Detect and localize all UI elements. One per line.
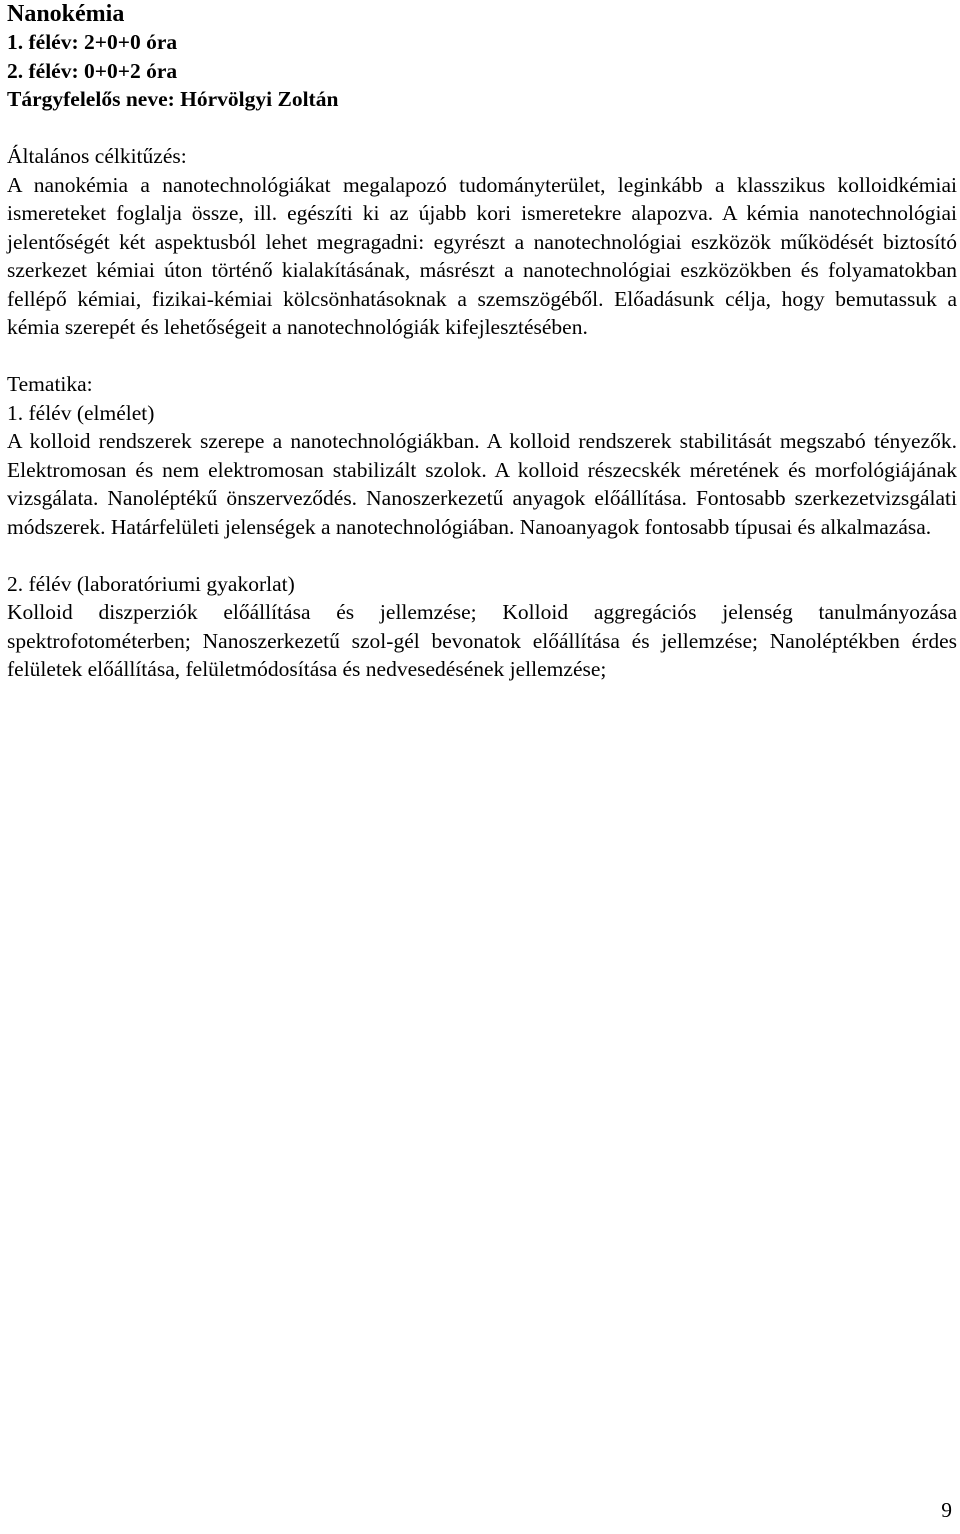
semester-2-hours: 2. félév: 0+0+2 óra [7,58,178,83]
course-title: Nanokémia [7,1,125,27]
goals-heading: Általános célkitűzés: [7,144,187,168]
semester-1-heading: 1. félév (elmélet) [7,400,155,425]
course-responsible: Tárgyfelelős neve: Hórvölgyi Zoltán [7,87,339,111]
spacer [7,114,957,143]
semester-2-heading: 2. félév (laboratóriumi gyakorlat) [7,571,295,596]
spacer [7,342,957,371]
semester-2-topics: Kolloid diszperziók előállítása és jellemzése; Kolloid aggregációs jelenség tanulmányozása spektrofotométerben; Nanoszerkezetű szol-gél bevonatok előállítása és jellemzése; Nanoléptékben érdes felületek előállítása, felületmódosítása és nedvesedésének jellemzése; [7,600,957,681]
semester-1-hours: 1. félév: 2+0+0 óra [7,30,178,54]
goals-text: A nanokémia a nanotechnológiákat megalapozó tudományterület, leginkább a klasszikus kolloidkémiai ismereteket foglalja össze, ill. egészíti ki az újabb kori ismeretekre alapozva. A kémia nanotechnológiai jelentőségét két aspektusból lehet megragadni: egyrészt a nanotechnológiai eszközök működését biztosító szerkezet kémiai úton történő kialakításának, másrészt a nanotechnológiai eszközökben és folyamatokban fellépő kémiai, fizikai-kémiai kölcsönhatásoknak a szemszögéből. Előadásunk célja, hogy bemutassuk a kémia szerepét és lehetőségeit a nanotechnológiák kifejlesztésében. [7,172,957,339]
topics-heading: Tematika: [7,372,93,396]
document-page [7,0,957,684]
page-number: 9 [941,1498,952,1522]
semester-1-topics: A kolloid rendszerek szerepe a nanotechnológiákban. A kolloid rendszerek stabilitását megszabó tényezők. Elektromosan és nem elektromosan stabilizált szolok. A kolloid részecskék méretének és morfológiájának vizsgálata. Nanoléptékű önszerveződés. Nanoszerkezetű anyagok előállítása. Fontosabb szerkezetvizsgálati módszerek. Határfelületi jelenségek a nanotechnológiában. Nanoanyagok fontosabb típusai és alkalmazása. [7,429,957,539]
spacer [7,541,957,570]
